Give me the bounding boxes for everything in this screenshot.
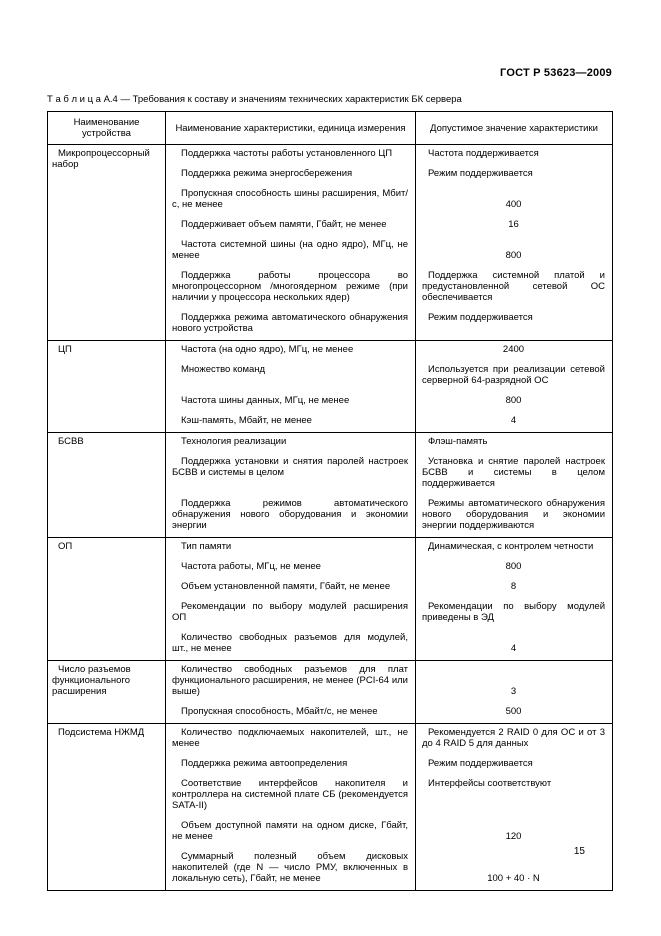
characteristic-cell: Объем установленной памяти, Гбайт, не менее	[166, 578, 416, 598]
characteristic-cell: Тип памяти	[166, 538, 416, 559]
characteristic-cell: Количество подключаемых накопителей, шт., не менее	[166, 724, 416, 756]
value-cell: 4	[416, 629, 613, 661]
value-cell: 800	[416, 392, 613, 412]
device-name-cell: Микропроцессорный набор	[48, 145, 166, 341]
value-cell: 3	[416, 661, 613, 704]
column-header-characteristic: Наименование характеристики, единица измерения	[166, 112, 416, 145]
value-cell: 16	[416, 216, 613, 236]
value-cell: Динамическая, с контролем четности	[416, 538, 613, 559]
device-name-cell: ЦП	[48, 341, 166, 433]
table-row	[48, 661, 613, 704]
characteristic-cell: Соответствие интерфейсов накопителя и контроллера на системной плате СБ (рекомендуется SATA-II)	[166, 775, 416, 817]
value-cell: 400	[416, 185, 613, 216]
device-name-cell: Подсистема НЖМД	[48, 724, 166, 891]
characteristic-cell: Поддерживает объем памяти, Гбайт, не менее	[166, 216, 416, 236]
column-header-device: Наименование устройства	[48, 112, 166, 145]
characteristic-cell: Частота шины данных, МГц, не менее	[166, 392, 416, 412]
value-cell: Рекомендуется 2 RAID 0 для ОС и от 3 до 4 RAID 5 для данных	[416, 724, 613, 756]
characteristic-cell: Поддержка режимов автоматического обнаружения нового оборудования и экономии энергии	[166, 495, 416, 538]
characteristic-cell: Множество команд	[166, 361, 416, 392]
table-row	[48, 145, 613, 166]
value-cell: Поддержка системной платой и предустановленной сетевой ОС обеспечивается	[416, 267, 613, 309]
value-cell: Флэш-память	[416, 433, 613, 454]
characteristic-cell: Технология реализации	[166, 433, 416, 454]
characteristic-cell: Поддержка установки и снятия паролей настроек БСВВ и системы в целом	[166, 453, 416, 495]
table-caption: Т а б л и ц а А.4 — Требования к составу и значениям технических характеристик БК сервера	[47, 94, 462, 105]
characteristic-cell: Объем доступной памяти на одном диске, Гбайт, не менее	[166, 817, 416, 848]
doc-number: ГОСТ Р 53623—2009	[500, 67, 612, 79]
value-cell: Режим поддерживается	[416, 755, 613, 775]
device-name-cell: БСВВ	[48, 433, 166, 538]
characteristic-cell: Частота системной шины (на одно ядро), МГц, не менее	[166, 236, 416, 267]
characteristic-cell: Поддержка режима автоматического обнаружения нового устройства	[166, 309, 416, 341]
requirements-table	[47, 111, 613, 891]
value-cell: 500	[416, 703, 613, 724]
characteristic-cell: Поддержка режима энергосбережения	[166, 165, 416, 185]
table-row	[48, 538, 613, 559]
value-cell: 800	[416, 236, 613, 267]
value-cell: 4	[416, 412, 613, 433]
value-cell: Установка и снятие паролей настроек БСВВ и системы в целом поддерживается	[416, 453, 613, 495]
characteristic-cell: Пропускная способность шины расширения, Мбит/с, не менее	[166, 185, 416, 216]
table-row	[48, 724, 613, 756]
value-cell: Рекомендации по выбору модулей приведены в ЭД	[416, 598, 613, 629]
table-body	[48, 145, 613, 891]
characteristic-cell: Рекомендации по выбору модулей расширения ОП	[166, 598, 416, 629]
characteristic-cell: Частота (на одно ядро), МГц, не менее	[166, 341, 416, 362]
value-cell: Частота поддерживается	[416, 145, 613, 166]
column-header-value: Допустимое значение характеристики	[416, 112, 613, 145]
characteristic-cell: Пропускная способность, Мбайт/с, не менее	[166, 703, 416, 724]
value-cell: 100 + 40 · N	[416, 848, 613, 891]
table-row	[48, 341, 613, 362]
characteristic-cell: Поддержка работы процессора во многопроцессорном /многоядерном режиме (при наличии у процессора нескольких ядер)	[166, 267, 416, 309]
table-wrap	[47, 111, 612, 891]
value-cell: 2400	[416, 341, 613, 362]
characteristic-cell: Частота работы, МГц, не менее	[166, 558, 416, 578]
characteristic-cell: Кэш-память, Мбайт, не менее	[166, 412, 416, 433]
table-header-row	[48, 112, 613, 145]
characteristic-cell: Количество свободных разъемов для плат функционального расширения, не менее (PCI-64 или выше)	[166, 661, 416, 704]
table-row	[48, 433, 613, 454]
characteristic-cell: Суммарный полезный объем дисковых накопителей (где N — число РМУ, включенных в локальную сеть), Гбайт, не менее	[166, 848, 416, 891]
value-cell: 120	[416, 817, 613, 848]
value-cell: Режим поддерживается	[416, 165, 613, 185]
device-name-cell: Число разъемов функционального расширения	[48, 661, 166, 724]
value-cell: Режимы автоматического обнаружения нового оборудования и экономии энергии поддерживаются	[416, 495, 613, 538]
value-cell: 8	[416, 578, 613, 598]
device-name-cell: ОП	[48, 538, 166, 661]
page-number: 15	[573, 846, 585, 857]
value-cell: Используется при реализации сетевой серверной 64-разрядной ОС	[416, 361, 613, 392]
value-cell: Режим поддерживается	[416, 309, 613, 341]
characteristic-cell: Поддержка частоты работы установленного ЦП	[166, 145, 416, 166]
value-cell: 800	[416, 558, 613, 578]
characteristic-cell: Количество свободных разъемов для модулей, шт., не менее	[166, 629, 416, 661]
characteristic-cell: Поддержка режима автоопределения	[166, 755, 416, 775]
value-cell: Интерфейсы соответствуют	[416, 775, 613, 817]
